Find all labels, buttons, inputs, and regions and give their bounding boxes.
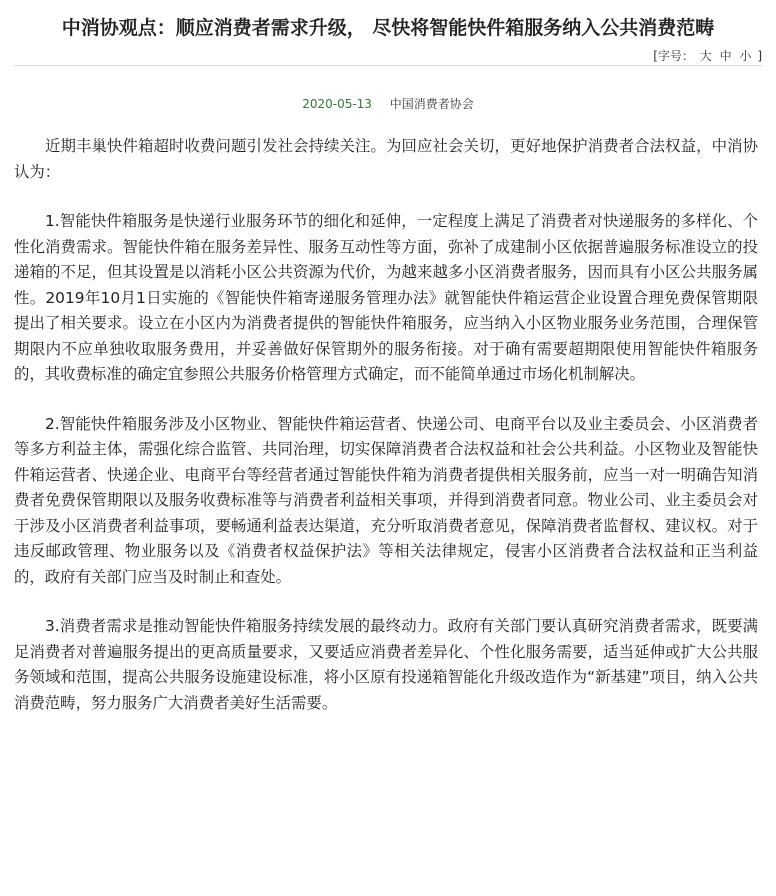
article-title: 中消协观点：顺应消费者需求升级， 尽快将智能快件箱服务纳入公共消费范畴 — [61, 17, 715, 39]
paragraph-2: 2.智能快件箱服务涉及小区物业、智能快件箱运营者、快递公司、电商平台以及业主委员会、小区消费者等多方利益主体，需强化综合监管、共同治理，切实保障消费者合法权益和社会公共利益。小区物业及智能快件箱运营者、快递企业、电商平台等经营者通过智能快件箱为消费者提供相关服务前，应当一对一明确告知消费者免费保管期限以及服务收费标准等与消费者利益相关事项，并得到消费者同意。物业公司、业主委员会对于涉及小区消费者利益事项，要畅通利益表达渠道，充分听取消费者意见，保障消费者监督权、建议权。对于违反邮政管理、物业服务以及《消费者权益保护法》等相关法律规定，侵害小区消费者合法权益和正当利益的，政府有关部门应当及时制止和查处。 — [14, 414, 758, 586]
article-page — [0, 14, 776, 896]
publish-date: 2020-05-13 — [302, 97, 372, 111]
paragraph-intro: 近期丰巢快件箱超时收费问题引发社会持续关注。为回应社会关切，更好地保护消费者合法权益，中消协认为： — [14, 137, 758, 181]
article-body — [14, 134, 762, 716]
font-size-small-link[interactable]: 小 — [739, 49, 752, 63]
article-meta — [14, 96, 762, 112]
paragraph-1: 1.智能快件箱服务是快递行业服务环节的细化和延伸，一定程度上满足了消费者对快递服务的多样化、个性化消费需求。智能快件箱在服务差异性、服务互动性等方面，弥补了成建制小区依据普遍服务标准设立的投递箱的不足，但其设置是以消耗小区公共资源为代价，为越来越多小区消费者服务，因而具有小区公共服务属性。2019年10月1日实施的《智能快件箱寄递服务管理办法》就智能快件箱运营企业设置合理免费保管期限提出了相关要求。设立在小区内为消费者提供的智能快件箱服务，应当纳入小区物业服务业务范围，合理保管期限内不应单独收取服务费用，并妥善做好保管期外的服务衔接。对于确有需要超期限使用智能快件箱服务的，其收费标准的确定宜参照公共服务价格管理方式确定，而不能简单通过市场化机制解决。 — [14, 212, 758, 383]
font-size-medium-link[interactable]: 中 — [719, 49, 732, 63]
paragraph-3: 3.消费者需求是推动智能快件箱服务持续发展的最终动力。政府有关部门要认真研究消费者需求，既要满足消费者对普遍服务提出的更高质量要求，又要适应消费者差异化、个性化服务需要，适当延伸或扩大公共服务领域和范围，提高公共服务设施建设标准，将小区原有投递箱智能化升级改造作为“新基建”项目，纳入公共消费范畴，努力服务广大消费者美好生活需要。 — [14, 617, 758, 712]
font-size-large-link[interactable]: 大 — [699, 49, 712, 63]
font-size-selector — [14, 46, 762, 66]
font-size-suffix: ] — [757, 49, 762, 63]
font-size-prefix: [字号： — [653, 49, 694, 63]
article-source: 中国消费者协会 — [389, 97, 474, 111]
